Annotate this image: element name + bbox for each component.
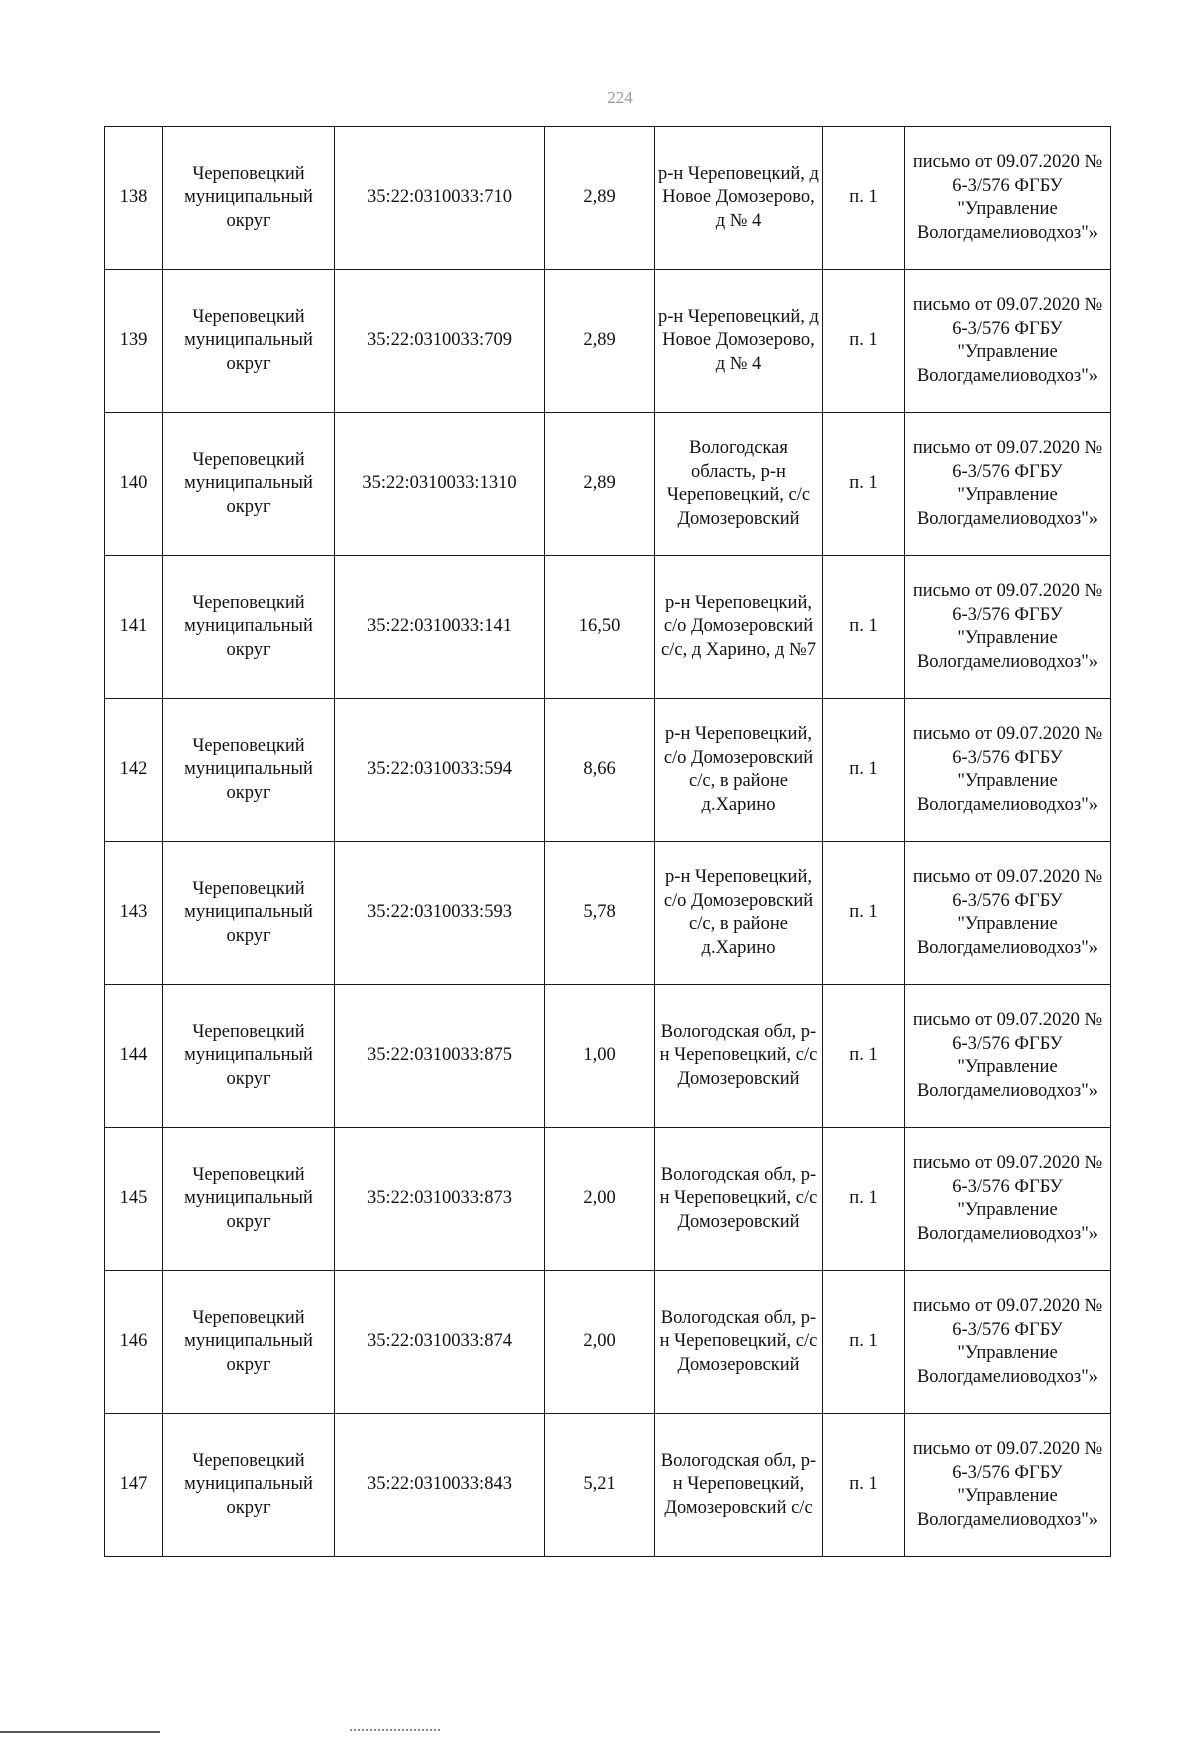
row-number-cell: 140 bbox=[105, 413, 163, 556]
table-row bbox=[105, 127, 1111, 270]
cadastral-number-cell: 35:22:0310033:593 bbox=[335, 842, 545, 985]
table-row bbox=[105, 1128, 1111, 1271]
row-number-cell: 142 bbox=[105, 699, 163, 842]
page-number: 224 bbox=[607, 88, 633, 107]
basis-cell: письмо от 09.07.2020 № 6-3/576 ФГБУ "Управление Вологдамелиоводхоз"» bbox=[905, 127, 1111, 270]
area-cell: 5,78 bbox=[545, 842, 655, 985]
cadastral-number-cell: 35:22:0310033:843 bbox=[335, 1414, 545, 1557]
area-cell: 2,00 bbox=[545, 1271, 655, 1414]
cadastral-number-cell: 35:22:0310033:875 bbox=[335, 985, 545, 1128]
scan-edge-line bbox=[0, 1731, 160, 1733]
address-cell: р-н Череповецкий, д Новое Домозерово, д № 4 bbox=[655, 127, 823, 270]
table-row bbox=[105, 413, 1111, 556]
row-number-cell: 147 bbox=[105, 1414, 163, 1557]
district-cell: Череповецкий муниципальный округ bbox=[163, 699, 335, 842]
row-number-cell: 141 bbox=[105, 556, 163, 699]
area-cell: 5,21 bbox=[545, 1414, 655, 1557]
address-cell: р-н Череповецкий, д Новое Домозерово, д № 4 bbox=[655, 270, 823, 413]
table-row bbox=[105, 270, 1111, 413]
area-cell: 2,89 bbox=[545, 413, 655, 556]
item-cell: п. 1 bbox=[823, 699, 905, 842]
basis-cell: письмо от 09.07.2020 № 6-3/576 ФГБУ "Управление Вологдамелиоводхоз"» bbox=[905, 1271, 1111, 1414]
area-cell: 16,50 bbox=[545, 556, 655, 699]
district-cell: Череповецкий муниципальный округ bbox=[163, 1128, 335, 1271]
district-cell: Череповецкий муниципальный округ bbox=[163, 985, 335, 1128]
row-number-cell: 145 bbox=[105, 1128, 163, 1271]
cadastral-number-cell: 35:22:0310033:709 bbox=[335, 270, 545, 413]
basis-cell: письмо от 09.07.2020 № 6-3/576 ФГБУ "Управление Вологдамелиоводхоз"» bbox=[905, 1414, 1111, 1557]
table-row bbox=[105, 1271, 1111, 1414]
address-cell: Вологодская обл, р-н Череповецкий, Домозеровский с/с bbox=[655, 1414, 823, 1557]
cadastral-number-cell: 35:22:0310033:594 bbox=[335, 699, 545, 842]
district-cell: Череповецкий муниципальный округ bbox=[163, 556, 335, 699]
area-cell: 8,66 bbox=[545, 699, 655, 842]
row-number-cell: 138 bbox=[105, 127, 163, 270]
area-cell: 2,89 bbox=[545, 270, 655, 413]
cadastral-number-cell: 35:22:0310033:710 bbox=[335, 127, 545, 270]
basis-cell: письмо от 09.07.2020 № 6-3/576 ФГБУ "Управление Вологдамелиоводхоз"» bbox=[905, 1128, 1111, 1271]
item-cell: п. 1 bbox=[823, 413, 905, 556]
item-cell: п. 1 bbox=[823, 985, 905, 1128]
area-cell: 2,00 bbox=[545, 1128, 655, 1271]
table-body bbox=[105, 127, 1111, 1557]
address-cell: Вологодская область, р-н Череповецкий, с/с Домозеровский bbox=[655, 413, 823, 556]
table-row bbox=[105, 699, 1111, 842]
district-cell: Череповецкий муниципальный округ bbox=[163, 127, 335, 270]
scan-artifact bbox=[350, 1729, 440, 1734]
address-cell: р-н Череповецкий, с/о Домозеровский с/с, д Харино, д №7 bbox=[655, 556, 823, 699]
district-cell: Череповецкий муниципальный округ bbox=[163, 270, 335, 413]
table-row bbox=[105, 556, 1111, 699]
item-cell: п. 1 bbox=[823, 127, 905, 270]
item-cell: п. 1 bbox=[823, 1128, 905, 1271]
row-number-cell: 146 bbox=[105, 1271, 163, 1414]
area-cell: 2,89 bbox=[545, 127, 655, 270]
address-cell: Вологодская обл, р-н Череповецкий, с/с Домозеровский bbox=[655, 985, 823, 1128]
land-plots-table bbox=[104, 126, 1111, 1557]
district-cell: Череповецкий муниципальный округ bbox=[163, 1271, 335, 1414]
item-cell: п. 1 bbox=[823, 1414, 905, 1557]
basis-cell: письмо от 09.07.2020 № 6-3/576 ФГБУ "Управление Вологдамелиоводхоз"» bbox=[905, 842, 1111, 985]
address-cell: Вологодская обл, р-н Череповецкий, с/с Домозеровский bbox=[655, 1271, 823, 1414]
table-row bbox=[105, 985, 1111, 1128]
item-cell: п. 1 bbox=[823, 842, 905, 985]
district-cell: Череповецкий муниципальный округ bbox=[163, 842, 335, 985]
row-number-cell: 143 bbox=[105, 842, 163, 985]
cadastral-number-cell: 35:22:0310033:1310 bbox=[335, 413, 545, 556]
basis-cell: письмо от 09.07.2020 № 6-3/576 ФГБУ "Управление Вологдамелиоводхоз"» bbox=[905, 413, 1111, 556]
item-cell: п. 1 bbox=[823, 1271, 905, 1414]
address-cell: Вологодская обл, р-н Череповецкий, с/с Домозеровский bbox=[655, 1128, 823, 1271]
item-cell: п. 1 bbox=[823, 556, 905, 699]
basis-cell: письмо от 09.07.2020 № 6-3/576 ФГБУ "Управление Вологдамелиоводхоз"» bbox=[905, 270, 1111, 413]
district-cell: Череповецкий муниципальный округ bbox=[163, 1414, 335, 1557]
basis-cell: письмо от 09.07.2020 № 6-3/576 ФГБУ "Управление Вологдамелиоводхоз"» bbox=[905, 699, 1111, 842]
row-number-cell: 139 bbox=[105, 270, 163, 413]
item-cell: п. 1 bbox=[823, 270, 905, 413]
table-row bbox=[105, 842, 1111, 985]
table-row bbox=[105, 1414, 1111, 1557]
cadastral-number-cell: 35:22:0310033:874 bbox=[335, 1271, 545, 1414]
cadastral-number-cell: 35:22:0310033:141 bbox=[335, 556, 545, 699]
area-cell: 1,00 bbox=[545, 985, 655, 1128]
basis-cell: письмо от 09.07.2020 № 6-3/576 ФГБУ "Управление Вологдамелиоводхоз"» bbox=[905, 556, 1111, 699]
cadastral-number-cell: 35:22:0310033:873 bbox=[335, 1128, 545, 1271]
row-number-cell: 144 bbox=[105, 985, 163, 1128]
address-cell: р-н Череповецкий, с/о Домозеровский с/с, в районе д.Харино bbox=[655, 842, 823, 985]
address-cell: р-н Череповецкий, с/о Домозеровский с/с, в районе д.Харино bbox=[655, 699, 823, 842]
basis-cell: письмо от 09.07.2020 № 6-3/576 ФГБУ "Управление Вологдамелиоводхоз"» bbox=[905, 985, 1111, 1128]
district-cell: Череповецкий муниципальный округ bbox=[163, 413, 335, 556]
